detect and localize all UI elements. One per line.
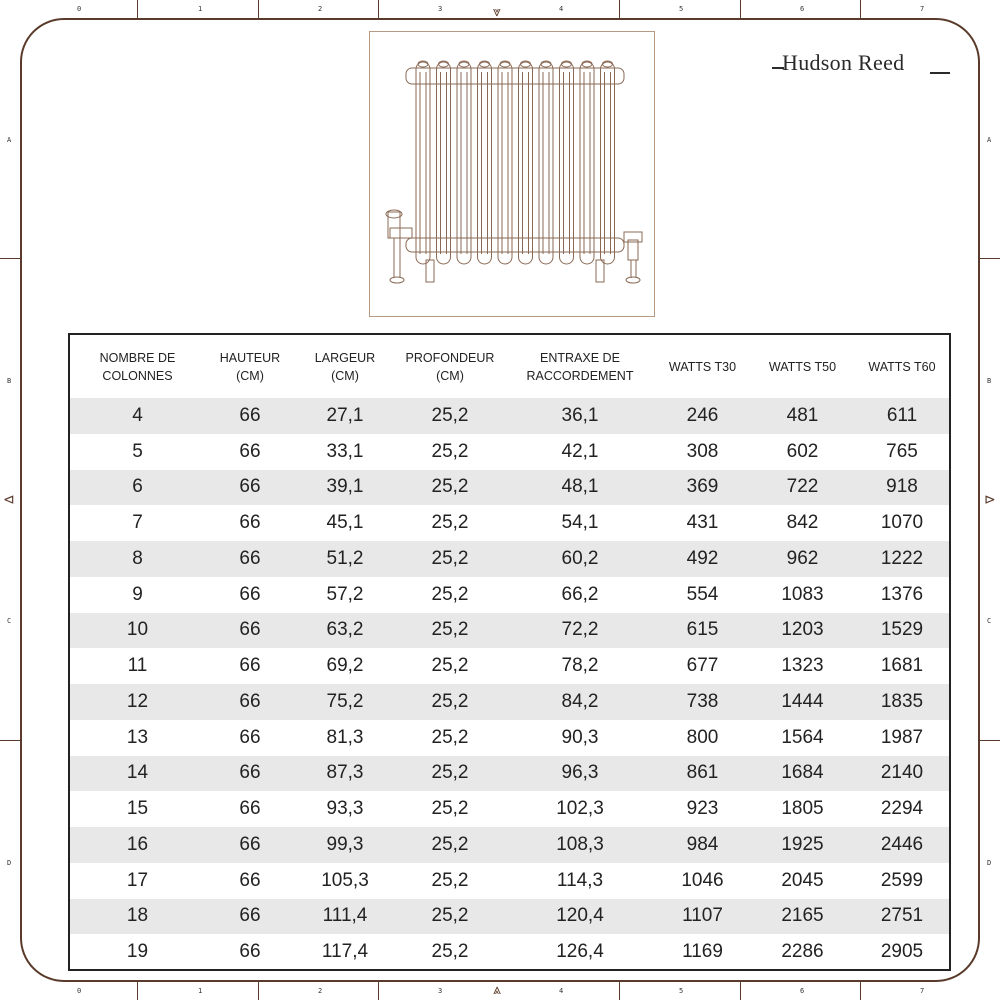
table-cell: 2286 bbox=[781, 941, 824, 963]
table-cell: 962 bbox=[750, 541, 855, 577]
brand-name: Hudson Reed bbox=[782, 50, 905, 75]
column-header: HAUTEUR (CM) bbox=[219, 350, 281, 383]
table-cell: 1046 bbox=[681, 869, 724, 891]
table-cell: 66 bbox=[239, 583, 261, 605]
table-cell: 66 bbox=[239, 869, 261, 891]
ruler-label-bottom: 6 bbox=[800, 987, 805, 995]
table-row bbox=[70, 863, 949, 899]
table-cell: 33,1 bbox=[326, 440, 364, 462]
table-cell: 984 bbox=[655, 827, 750, 863]
table-cell: 2446 bbox=[855, 827, 949, 863]
ruler-label-bottom: 4 bbox=[559, 987, 564, 995]
table-header-row bbox=[70, 335, 949, 398]
table-cell: 25,2 bbox=[395, 756, 505, 792]
table-cell: 1203 bbox=[750, 613, 855, 649]
brand-logo bbox=[772, 48, 952, 78]
table-cell: 2599 bbox=[880, 869, 924, 891]
ruler-label-top: 5 bbox=[679, 5, 684, 13]
table-row bbox=[70, 648, 949, 684]
ruler-label-right: C bbox=[987, 617, 992, 625]
table-cell: 923 bbox=[686, 798, 719, 820]
ruler-tick bbox=[378, 982, 379, 1000]
table-row bbox=[70, 505, 949, 541]
table-cell: 9 bbox=[132, 583, 143, 605]
table-cell: 8 bbox=[70, 541, 205, 577]
table-row bbox=[70, 934, 949, 970]
product-illustration bbox=[369, 31, 655, 317]
ruler-tick bbox=[137, 0, 138, 18]
ruler-tick bbox=[980, 740, 1000, 741]
ruler-label-left: A bbox=[7, 136, 12, 144]
spec-table bbox=[70, 335, 949, 970]
column-header: PROFONDEUR (CM) bbox=[405, 350, 495, 383]
ruler-label-bottom: 3 bbox=[438, 987, 443, 995]
ruler-tick bbox=[258, 0, 259, 18]
table-cell: 66 bbox=[205, 541, 295, 577]
table-cell: 738 bbox=[655, 684, 750, 720]
table-cell: 51,2 bbox=[295, 541, 395, 577]
table-cell: 66 bbox=[239, 726, 261, 748]
table-cell: 1835 bbox=[855, 684, 949, 720]
table-cell: 308 bbox=[686, 440, 719, 462]
table-cell: 1376 bbox=[880, 583, 924, 605]
table-cell: 102,3 bbox=[556, 798, 604, 820]
table-cell: 1070 bbox=[880, 512, 924, 534]
table-cell: 66 bbox=[205, 613, 295, 649]
table-cell: 66 bbox=[205, 398, 295, 434]
column-header: NOMBRE DE COLONNES bbox=[99, 350, 176, 383]
table-cell: 66 bbox=[239, 655, 261, 677]
ruler-tick bbox=[258, 982, 259, 1000]
ruler-label-top: 1 bbox=[198, 5, 203, 13]
table-row bbox=[70, 684, 949, 720]
table-cell: 60,2 bbox=[505, 541, 655, 577]
table-cell: 90,3 bbox=[561, 726, 599, 748]
ruler-label-right: A bbox=[987, 136, 992, 144]
table-cell: 66 bbox=[205, 684, 295, 720]
table-cell: 765 bbox=[886, 440, 918, 462]
ruler-label-bottom: 5 bbox=[679, 987, 684, 995]
table-cell: 677 bbox=[686, 655, 719, 677]
ruler-label-right: B bbox=[987, 377, 992, 385]
ruler-label-top: 6 bbox=[800, 5, 805, 13]
spec-table-container bbox=[68, 333, 951, 971]
table-cell: 54,1 bbox=[561, 512, 599, 534]
table-cell: 19 bbox=[126, 941, 149, 963]
table-cell: 5 bbox=[132, 440, 143, 462]
column-header: WATTS T60 bbox=[868, 359, 936, 374]
table-cell: 111,4 bbox=[295, 899, 395, 935]
table-cell: 25,2 bbox=[431, 512, 469, 534]
table-cell: 492 bbox=[655, 541, 750, 577]
ruler-tick bbox=[980, 258, 1000, 259]
table-cell: 25,2 bbox=[431, 869, 469, 891]
table-cell: 1529 bbox=[855, 613, 949, 649]
table-cell: 14 bbox=[70, 756, 205, 792]
table-cell: 1083 bbox=[781, 583, 824, 605]
table-cell: 42,1 bbox=[561, 440, 599, 462]
table-row bbox=[70, 613, 949, 649]
right-center-arrow-icon: ⊳ bbox=[984, 491, 996, 507]
ruler-tick bbox=[740, 0, 741, 18]
table-body bbox=[70, 398, 949, 970]
left-center-arrow-icon: ⊲ bbox=[3, 491, 15, 507]
top-center-arrow-icon: ⩔ bbox=[493, 3, 501, 19]
table-cell: 1107 bbox=[655, 899, 750, 935]
table-cell: 48,1 bbox=[505, 470, 655, 506]
table-cell: 2294 bbox=[880, 798, 924, 820]
table-cell: 11 bbox=[127, 655, 148, 677]
ruler-label-top: 2 bbox=[318, 5, 323, 13]
table-cell: 842 bbox=[786, 512, 819, 534]
ruler-label-bottom: 1 bbox=[198, 987, 203, 995]
table-cell: 1169 bbox=[682, 941, 723, 963]
table-cell: 120,4 bbox=[505, 899, 655, 935]
table-cell: 1925 bbox=[750, 827, 855, 863]
table-cell: 554 bbox=[686, 583, 719, 605]
table-row bbox=[70, 398, 949, 434]
table-cell: 25,2 bbox=[431, 941, 469, 963]
ruler-tick bbox=[860, 982, 861, 1000]
ruler-tick bbox=[619, 0, 620, 18]
table-cell: 66 bbox=[239, 512, 261, 534]
table-row bbox=[70, 541, 949, 577]
ruler-label-top: 0 bbox=[77, 5, 82, 13]
table-cell: 25,2 bbox=[431, 583, 469, 605]
table-cell: 17 bbox=[126, 869, 149, 891]
table-cell: 2140 bbox=[855, 756, 949, 792]
table-cell: 800 bbox=[686, 726, 719, 748]
table-cell: 2045 bbox=[781, 869, 824, 891]
table-cell: 15 bbox=[126, 798, 149, 820]
table-cell: 1222 bbox=[855, 541, 949, 577]
table-cell: 66,2 bbox=[561, 583, 599, 605]
table-cell: 87,3 bbox=[295, 756, 395, 792]
brand-logo-line-right bbox=[930, 72, 950, 74]
ruler-tick bbox=[619, 982, 620, 1000]
table-cell: 75,2 bbox=[295, 684, 395, 720]
table-cell: 66 bbox=[205, 470, 295, 506]
ruler-label-top: 4 bbox=[559, 5, 564, 13]
table-cell: 1684 bbox=[750, 756, 855, 792]
table-cell: 36,1 bbox=[505, 398, 655, 434]
table-cell: 18 bbox=[70, 899, 205, 935]
table-row bbox=[70, 720, 949, 756]
table-cell: 114,3 bbox=[556, 869, 604, 891]
table-cell: 72,2 bbox=[505, 613, 655, 649]
table-cell: 246 bbox=[655, 398, 750, 434]
table-cell: 117,4 bbox=[321, 941, 369, 963]
table-cell: 25,2 bbox=[431, 655, 469, 677]
table-cell: 25,2 bbox=[395, 827, 505, 863]
table-cell: 39,1 bbox=[295, 470, 395, 506]
table-cell: 10 bbox=[70, 613, 205, 649]
ruler-label-top: 3 bbox=[438, 5, 443, 13]
table-cell: 66 bbox=[239, 798, 261, 820]
table-cell: 45,1 bbox=[326, 512, 364, 534]
table-cell: 602 bbox=[786, 440, 819, 462]
table-cell: 481 bbox=[750, 398, 855, 434]
table-cell: 6 bbox=[70, 470, 205, 506]
table-row bbox=[70, 577, 949, 613]
table-cell: 66 bbox=[205, 756, 295, 792]
ruler-tick bbox=[860, 0, 861, 18]
ruler-tick bbox=[0, 740, 20, 741]
table-cell: 611 bbox=[855, 398, 949, 434]
table-cell: 25,2 bbox=[395, 684, 505, 720]
ruler-label-left: D bbox=[7, 859, 12, 867]
table-cell: 57,2 bbox=[326, 583, 364, 605]
table-cell: 66 bbox=[205, 899, 295, 935]
table-cell: 7 bbox=[132, 512, 143, 534]
table-cell: 12 bbox=[70, 684, 205, 720]
table-cell: 615 bbox=[655, 613, 750, 649]
table-cell: 1323 bbox=[781, 655, 824, 677]
table-cell: 25,2 bbox=[395, 613, 505, 649]
table-row bbox=[70, 470, 949, 506]
table-cell: 81,3 bbox=[326, 726, 364, 748]
table-row bbox=[70, 791, 949, 827]
table-cell: 25,2 bbox=[395, 398, 505, 434]
bottom-center-arrow-icon: ⩓ bbox=[493, 981, 501, 997]
ruler-tick bbox=[0, 258, 20, 259]
table-cell: 93,3 bbox=[326, 798, 364, 820]
table-cell: 108,3 bbox=[505, 827, 655, 863]
column-header: LARGEUR (CM) bbox=[314, 350, 376, 383]
table-cell: 1681 bbox=[880, 655, 924, 677]
ruler-label-top: 7 bbox=[920, 5, 925, 13]
table-cell: 16 bbox=[70, 827, 205, 863]
table-cell: 2905 bbox=[880, 941, 924, 963]
table-cell: 25,2 bbox=[431, 440, 469, 462]
ruler-label-bottom: 0 bbox=[77, 987, 82, 995]
table-cell: 25,2 bbox=[431, 726, 469, 748]
ruler-label-right: D bbox=[987, 859, 992, 867]
table-cell: 99,3 bbox=[295, 827, 395, 863]
table-cell: 25,2 bbox=[395, 899, 505, 935]
column-header: WATTS T50 bbox=[768, 359, 837, 374]
table-row bbox=[70, 899, 949, 935]
ruler-tick bbox=[378, 0, 379, 18]
table-cell: 13 bbox=[126, 726, 149, 748]
table-cell: 63,2 bbox=[295, 613, 395, 649]
table-row bbox=[70, 827, 949, 863]
table-cell: 78,2 bbox=[561, 655, 599, 677]
table-cell: 1805 bbox=[781, 798, 824, 820]
table-cell: 431 bbox=[686, 512, 719, 534]
table-cell: 722 bbox=[750, 470, 855, 506]
table-cell: 369 bbox=[655, 470, 750, 506]
table-cell: 69,2 bbox=[326, 655, 364, 677]
table-row bbox=[70, 434, 949, 470]
ruler-tick bbox=[137, 982, 138, 1000]
table-cell: 27,1 bbox=[295, 398, 395, 434]
table-cell: 84,2 bbox=[505, 684, 655, 720]
ruler-label-left: C bbox=[7, 617, 12, 625]
ruler-label-bottom: 2 bbox=[318, 987, 323, 995]
table-row bbox=[70, 756, 949, 792]
table-cell: 105,3 bbox=[321, 869, 369, 891]
column-header: WATTS T30 bbox=[668, 359, 737, 374]
table-cell: 1564 bbox=[781, 726, 824, 748]
table-cell: 1444 bbox=[750, 684, 855, 720]
table-cell: 25,2 bbox=[431, 798, 469, 820]
column-header: ENTRAXE DE RACCORDEMENT bbox=[526, 350, 634, 383]
table-cell: 25,2 bbox=[395, 541, 505, 577]
table-cell: 4 bbox=[70, 398, 205, 434]
table-cell: 66 bbox=[205, 827, 295, 863]
table-cell: 918 bbox=[855, 470, 949, 506]
radiator-icon bbox=[370, 32, 654, 316]
table-cell: 861 bbox=[655, 756, 750, 792]
table-cell: 66 bbox=[239, 440, 261, 462]
table-cell: 25,2 bbox=[395, 470, 505, 506]
table-cell: 1987 bbox=[880, 726, 924, 748]
ruler-tick bbox=[740, 982, 741, 1000]
table-cell: 126,4 bbox=[556, 941, 604, 963]
table-cell: 96,3 bbox=[505, 756, 655, 792]
table-cell: 66 bbox=[239, 941, 261, 963]
ruler-label-left: B bbox=[7, 377, 12, 385]
ruler-label-bottom: 7 bbox=[920, 987, 925, 995]
table-cell: 2751 bbox=[855, 899, 949, 935]
table-cell: 2165 bbox=[750, 899, 855, 935]
